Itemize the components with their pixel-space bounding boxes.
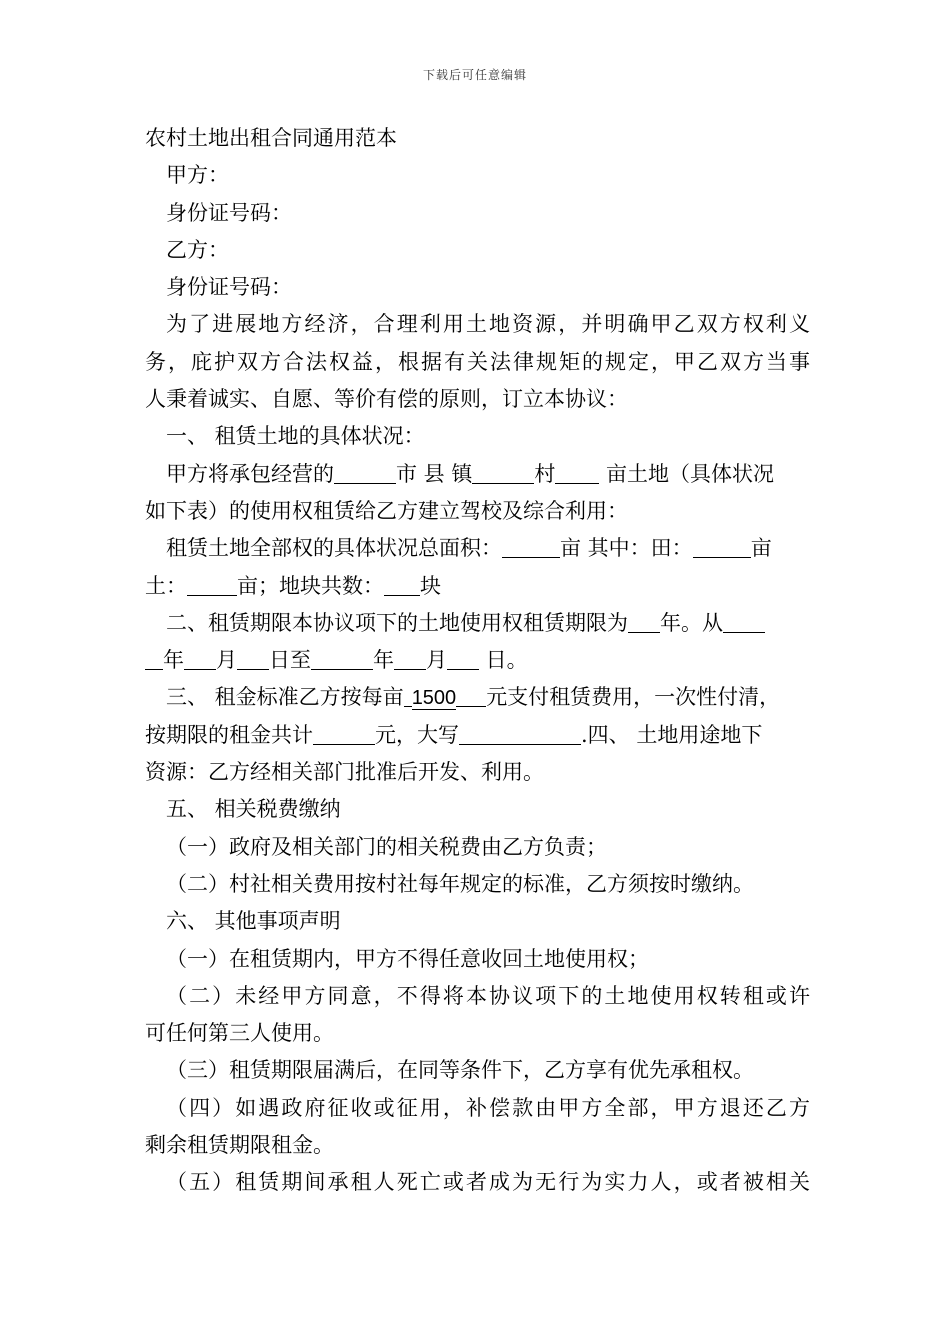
blank-town [472,461,534,484]
text-span: 三、 租金标准乙方按每亩 [166,685,404,710]
blank-term-years [628,610,660,633]
intro-paragraph-line-3: 人秉着诚实、自愿、等价有偿的原则，订立本协议： [145,387,628,412]
text-span: 土： [145,573,187,598]
text-span: 村 [534,461,556,486]
intro-paragraph-line-2: 务，庇护双方合法权益，根据有关法律规矩的规定，甲乙双方当事 [145,349,810,374]
blank-start-month [184,647,216,670]
blank-start-year-a [723,610,765,633]
section-5-item-1: （一）政府及相关部门的相关税费由乙方负责； [166,834,607,859]
text-span: 年。从 [660,610,723,635]
party-b-label: 乙方： [166,237,229,262]
section-6-item-3: （三）租赁期限届满后，在同等条件下，乙方享有优先承租权。 [166,1058,754,1083]
blank-city [334,461,396,484]
rent-rate-value: 1500 [411,687,457,710]
contract-body [145,120,810,1202]
text-span: 元，大写 [375,722,459,747]
text-span: 块 [420,573,441,598]
blank-total-rent [313,722,375,745]
text-span: .四、 土地用途地下 [581,722,763,747]
blank-village [555,461,599,484]
text-span: 亩 [750,536,772,561]
text-span: 年 [163,648,184,673]
blank-rent-in-words [459,722,581,745]
section-1-line-4 [145,568,810,605]
intro-paragraph-line-1: 为了进展地方经济，合理利用土地资源，并明确甲乙双方权利义 [166,312,810,337]
text-span: 年 [373,648,394,673]
blank-end-year [311,647,373,670]
section-6-item-4-line-1: （四）如遇政府征收或征用，补偿款由甲方全部，甲方退还乙方 [166,1095,810,1120]
text-span: 亩土地（具体状况 [599,461,775,486]
text-span: 市 县 镇 [396,461,473,486]
section-6-item-5-line-1: （五）租赁期间承租人死亡或者成为无行为实力人，或者被相关 [166,1170,810,1195]
text-span: 二、租赁期限本协议项下的土地使用权租赁期限为 [166,610,628,635]
section-5-title: 五、 相关税费缴纳 [166,797,341,822]
section-2-line-1 [145,605,810,642]
blank-rate-trail [456,684,486,707]
blank-start-day [237,647,269,670]
section-1-title: 一、 租赁土地的具体状况： [166,424,425,449]
blank-soil-area [187,573,237,596]
text-span: 元支付租赁费用，一次性付清， [486,685,781,710]
section-1-line-3 [145,530,810,567]
blank-plot-count [384,573,420,596]
document-title: 农村土地出租合同通用范本 [145,126,397,150]
section-6-item-4-line-2: 剩余租赁期限租金。 [145,1133,334,1158]
section-1-line-2: 如下表）的使用权租赁给乙方建立驾校及综合利用： [145,498,628,523]
party-b-id-label: 身份证号码： [166,275,292,300]
blank-field-area [693,535,751,558]
section-6-item-2-line-2: 可任何第三人使用。 [145,1021,334,1046]
section-6-item-1: （一）在租赁期内，甲方不得任意收回土地使用权； [166,946,649,971]
text-span: 亩 其中：田： [560,536,693,561]
section-1-line-1 [145,456,810,493]
blank-end-month [394,647,426,670]
party-a-id-label: 身份证号码： [166,200,292,225]
section-2-line-2 [145,642,810,679]
blank-end-day [447,647,479,670]
section-3-line-2 [145,717,810,754]
blank-rate-lead [404,684,412,707]
page-header-note: 下载后可任意编辑 [422,68,527,82]
text-span: 日至 [269,648,311,673]
text-span: 按期限的租金共计 [145,722,313,747]
text-span: 租赁土地全部权的具体状况总面积： [166,536,502,561]
text-span: 甲方将承包经营的 [166,461,334,486]
section-6-title: 六、 其他事项声明 [166,909,341,934]
section-5-item-2: （二）村社相关费用按村社每年规定的标准，乙方须按时缴纳。 [166,871,754,896]
text-span: 日。 [479,648,528,673]
section-3-line-3: 资源：乙方经相关部门批准后开发、利用。 [145,760,544,785]
text-span: 月 [216,648,237,673]
section-3-line-1 [145,679,810,716]
text-span: 月 [426,648,447,673]
section-6-item-2-line-1: （二）未经甲方同意，不得将本协议项下的土地使用权转租或许 [166,983,810,1008]
text-span: 亩；地块共数： [237,573,384,598]
blank-start-year-b [145,647,163,670]
party-a-label: 甲方： [166,163,229,188]
blank-total-area [502,535,560,558]
